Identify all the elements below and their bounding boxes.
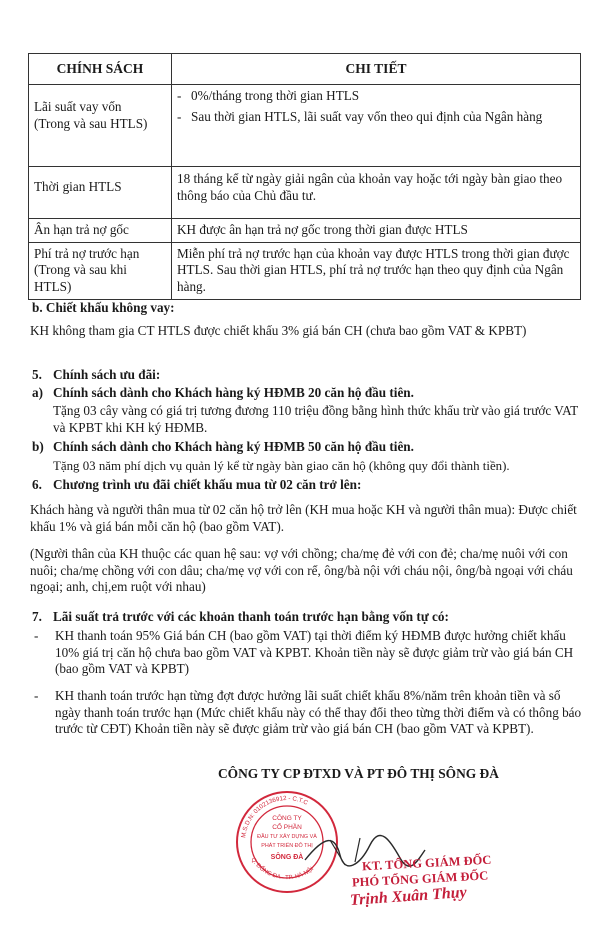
table-row — [29, 242, 581, 299]
table-row — [29, 85, 581, 167]
signatory-kt: KT. TỔNG GIÁM ĐỐC — [361, 852, 492, 874]
section-5b-heading: b) Chính sách dành cho Khách hàng ký HĐMB 50 căn hộ đầu tiên. — [32, 439, 414, 454]
header-policy: CHÍNH SÁCH — [29, 54, 172, 85]
header-detail: CHI TIẾT — [172, 54, 581, 85]
detail-cell: Miễn phí trả nợ trước hạn của khoản vay được HTLS trong thời gian được HTLS. Sau thời gian HTLS, phí trả nợ trước hạn theo quy định của Ngân hàng. — [172, 242, 581, 299]
table-row — [29, 167, 581, 219]
list-item: - 0%/tháng trong thời gian HTLS — [177, 88, 360, 103]
section-5-heading: 5. Chính sách ưu đãi: — [32, 367, 161, 382]
signatory-role: PHÓ TỔNG GIÁM ĐỐC — [351, 868, 489, 890]
table-header-row — [29, 54, 581, 85]
signatory-name: Trịnh Xuân Thụy — [349, 883, 468, 910]
section-5a-heading: a) Chính sách dành cho Khách hàng ký HĐMB 20 căn hộ đầu tiên. — [32, 385, 414, 400]
svg-text:CÔNG TY: CÔNG TY — [272, 815, 302, 822]
svg-text:PHÁT TRIỂN ĐÔ THỊ: PHÁT TRIỂN ĐÔ THỊ — [261, 843, 313, 849]
policy-table — [28, 53, 581, 300]
svg-text:SÔNG ĐÀ: SÔNG ĐÀ — [270, 854, 304, 861]
section-6-heading: 6. Chương trình ưu đãi chiết khấu mua từ 02 căn trở lên: — [32, 477, 362, 492]
svg-text:CỔ PHẦN: CỔ PHẦN — [272, 824, 302, 831]
section-b-body: KH không tham gia CT HTLS được chiết khấu 3% giá bán CH (chưa bao gồm VAT & KPBT) — [30, 323, 527, 338]
section-6-p2: (Người thân của KH thuộc các quan hệ sau: vợ với chồng; cha/mẹ đẻ với con đẻ; cha/mẹ nuôi với con nuôi; cha/mẹ chồng với con dâu; cha/mẹ vợ với con rể, ông/bà nội với cháu nội, ông/bà ngoại với cháu ngoại; anh, chị,em ruột với nhau) — [30, 546, 573, 595]
policy-cell: Phí trả nợ trước hạn (Trong và sau khi HTLS) — [29, 242, 172, 299]
section-b-title: b. Chiết khấu không vay: — [32, 300, 175, 315]
policy-cell: Thời gian HTLS — [29, 167, 172, 219]
section-5b-body: Tặng 03 năm phí dịch vụ quản lý kể từ ngày bàn giao căn hộ (không quy đổi thành tiền). — [53, 459, 510, 473]
section-6-p1: Khách hàng và người thân mua từ 02 căn hộ trở lên (KH mua hoặc KH và người thân mua): Được chiết khấu 1% và giá bán mỗi căn hộ (bao gồm VAT). — [30, 502, 577, 534]
list-item: - KH thanh toán trước hạn từng đợt được hưởng lãi suất chiết khấu 8%/năm trên khoản tiền và số ngày thanh toán trước hạn (Mức chiết khấu này có thể thay đổi theo từng thời điểm và có thông báo trước từ CĐT) Khoản tiền này sẽ được giảm trừ vào giá bán CH (bao gồm VAT và KPBT). — [34, 688, 582, 737]
list-item: - Sau thời gian HTLS, lãi suất vay vốn theo qui định của Ngân hàng — [177, 108, 543, 124]
list-item: - KH thanh toán 95% Giá bán CH (bao gồm VAT) tại thời điểm ký HĐMB được hưởng chiết khấu 10% giá trị căn hộ chưa bao gồm VAT và KPBT. Khoản tiền này sẽ được giảm trừ vào giá bán CH (bao gồm VAT và KPBT) — [34, 628, 574, 677]
section-7-heading: 7. Lãi suất trả trước với các khoản thanh toán trước hạn bằng vốn tự có: — [32, 609, 449, 624]
table-row — [29, 219, 581, 243]
policy-cell: Ân hạn trả nợ gốc — [29, 219, 172, 243]
section-5a-body: Tặng 03 cây vàng có giá trị tương đương 110 triệu đồng bằng hình thức khấu trừ vào giá trước VAT và KPBT khi KH ký HĐMB. — [53, 403, 578, 435]
svg-text:ĐẦU TƯ XÂY DỰNG VÀ: ĐẦU TƯ XÂY DỰNG VÀ — [257, 834, 317, 840]
detail-cell — [172, 85, 581, 167]
detail-cell: KH được ân hạn trả nợ gốc trong thời gian được HTLS — [172, 219, 581, 243]
company-name: CÔNG TY CP ĐTXD VÀ PT ĐÔ THỊ SÔNG ĐÀ — [218, 766, 499, 781]
policy-cell: Lãi suất vay vốn (Trong và sau HTLS) — [29, 85, 172, 167]
detail-cell: 18 tháng kể từ ngày giải ngân của khoản vay hoặc tới ngày bàn giao theo thông báo của Chủ đầu tư. — [172, 167, 581, 219]
svg-text:M.S.D.N: 0102136912 - C.T.C: M.S.D.N: 0102136912 - C.T.C — [240, 794, 309, 839]
svg-text:Q. ĐỐNG ĐA - TP. HÀ NỘI: Q. ĐỐNG ĐA - TP. HÀ NỘI — [249, 856, 316, 882]
